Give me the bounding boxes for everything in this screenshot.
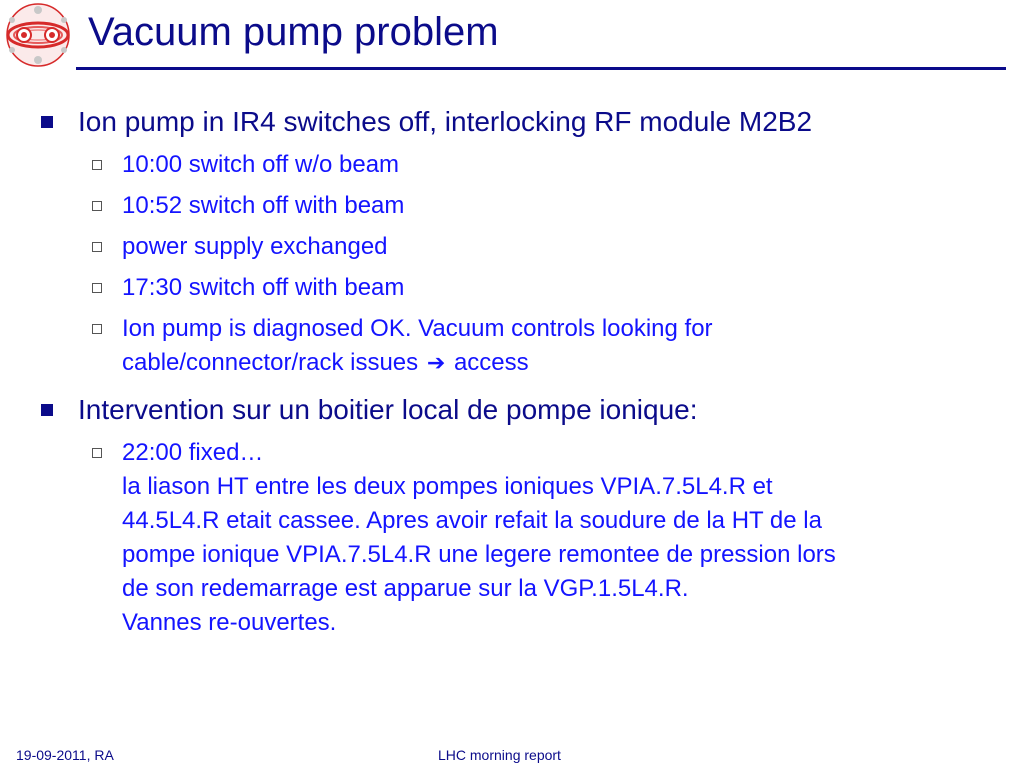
footer-date-author: 19-09-2011, RA — [16, 747, 114, 763]
sub-bullet-box — [92, 242, 102, 252]
sub-bullet-item: Ion pump is diagnosed OK. Vacuum controls looking for — [122, 315, 713, 342]
bullet-square — [41, 116, 53, 128]
footer-report-name: LHC morning report — [438, 747, 561, 763]
sub-bullet-continuation: 44.5L4.R etait cassee. Apres avoir refait la soudure de la HT de la — [122, 507, 822, 534]
sub-bullet-item: 10:52 switch off with beam — [122, 192, 405, 219]
sub-bullet-box — [92, 324, 102, 334]
sub-bullet-box — [92, 283, 102, 293]
sub-bullet-text: cable/connector/rack issues — [122, 349, 419, 376]
sub-bullet-continuation: de son redemarrage est apparue sur la VGP.1.5L4.R. — [122, 575, 689, 602]
sub-bullet-box — [92, 160, 102, 170]
sub-bullet-continuation: Vannes re-ouvertes. — [122, 609, 337, 636]
sub-bullet-continuation: la liason HT entre les deux pompes ioniques VPIA.7.5L4.R et — [122, 473, 773, 500]
sub-bullet-item: 22:00 fixed… — [122, 439, 264, 466]
sub-bullet-box — [92, 448, 102, 458]
sub-bullet-continuation: pompe ionique VPIA.7.5L4.R une legere remontee de pression lors — [122, 541, 836, 568]
lhc-accelerator-logo-icon — [2, 2, 74, 68]
lhc-logo — [2, 2, 74, 68]
title-divider — [76, 67, 1006, 70]
right-arrow-icon: ➔ — [426, 350, 446, 375]
sub-bullet-item: power supply exchanged — [122, 233, 388, 260]
sub-bullet-item: 17:30 switch off with beam — [122, 274, 405, 301]
sub-bullet-box — [92, 201, 102, 211]
sub-bullet-item: 10:00 switch off w/o beam — [122, 151, 400, 178]
bullet-item: Intervention sur un boitier local de pompe ionique: — [78, 394, 698, 425]
bullet-square — [41, 404, 53, 416]
sub-bullet-text: access — [453, 349, 529, 376]
slide-title: Vacuum pump problem — [88, 10, 499, 54]
bullet-item: Ion pump in IR4 switches off, interlocking RF module M2B2 — [78, 106, 813, 137]
sub-bullet-continuation — [122, 346, 529, 380]
